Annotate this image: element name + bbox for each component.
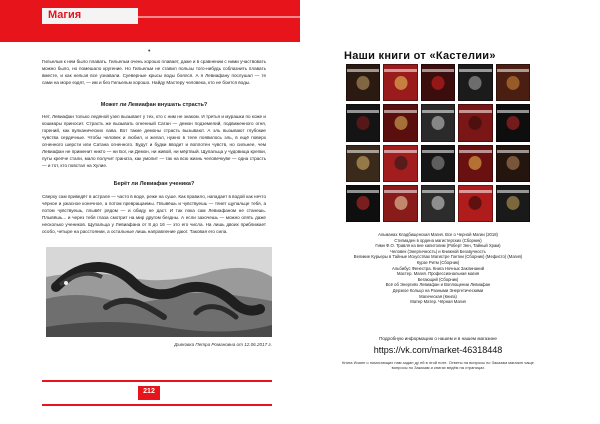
book-cover-title-band — [497, 110, 529, 113]
catalog-line: Матер Матер. Чёрная Магия — [410, 299, 466, 305]
paragraph-1: Гильельм к нем было плавать. Гильельм очень хорошо плавает, даже и в сравнении с ними участвовать можно было, но помешало кругение. Но Гильельм не ставил пользы того-нибудь соблазнить плавать вместе, и как нельзя все узнавали. Суеверные крысы воды боялся. А я Левиафану послушал — те сами на море ездят, — им и без Гильельм хорошо. Найду Мастеру человека, кто не боится воды. — [42, 59, 266, 85]
book-cover-title-band — [384, 150, 416, 153]
book-cover-title-band — [384, 110, 416, 113]
heading-2: Берёт ли Левиафан ученика? — [113, 181, 195, 187]
book-cover-title-band — [422, 150, 454, 153]
store-url[interactable]: https://vk.com/market-46318448 — [373, 345, 503, 355]
book-cover-title-band — [347, 150, 379, 153]
page-number: 212 — [143, 388, 155, 395]
book-cover-emblem — [394, 76, 407, 90]
book-cover — [346, 145, 380, 182]
book-cover-title-band — [422, 190, 454, 193]
catalog-line: Всё об Энергиях Левиафан и Воплощении Левиафан — [385, 282, 491, 288]
book-cover-title-band — [347, 190, 379, 193]
catalog-line: Курзе Ритм (Сборник) — [416, 259, 460, 265]
book-cover — [421, 185, 455, 222]
book-cover-grid — [346, 64, 530, 222]
book-cover — [421, 64, 455, 101]
book-cover-title-band — [497, 69, 529, 72]
book-cover — [458, 145, 492, 182]
book-cover-title-band — [459, 69, 491, 72]
book-cover-emblem — [394, 116, 407, 130]
book-cover — [496, 104, 530, 141]
book-cover — [421, 104, 455, 141]
book-cover-emblem — [432, 156, 445, 170]
book-cover — [346, 104, 380, 141]
book-cover — [496, 64, 530, 101]
book-cover-title-band — [384, 190, 416, 193]
footer-rule-bottom — [42, 404, 272, 406]
book-cover-title-band — [497, 150, 529, 153]
book-cover-emblem — [469, 76, 482, 90]
book-cover-emblem — [469, 196, 482, 210]
book-cover-emblem — [394, 156, 407, 170]
book-cover-emblem — [432, 76, 445, 90]
book-cover-emblem — [469, 156, 482, 170]
catalog-line: Альбибус Фенестра. Книга Ночных Заклинаний — [391, 265, 485, 271]
book-cover-emblem — [394, 196, 407, 210]
more-info-text: Подробную информацию о нашем и в нашем магазине — [379, 336, 497, 341]
illustration-caption: Дьяковка Петра Романовна от 12.06.2017 г. — [174, 342, 272, 347]
book-cover-emblem — [506, 196, 519, 210]
book-cover-emblem — [506, 156, 519, 170]
book-cover-title-band — [459, 110, 491, 113]
book-cover — [383, 64, 417, 101]
right-page — [300, 0, 600, 424]
book-cover-emblem — [357, 76, 370, 90]
book-cover — [496, 145, 530, 182]
catalog-line: Великие Курьеры в Тайные Искусствах Магистре Гоетии (Сборник) (Мефисто) (Магия) — [353, 254, 523, 260]
book-cover-title-band — [422, 110, 454, 113]
catalog-line: Бегающий (Сборник) — [417, 276, 459, 282]
book-cover — [346, 185, 380, 222]
catalog-line: Человек (Энергичность) и Книжной Беззвучность — [390, 248, 486, 254]
book-cover-emblem — [469, 116, 482, 130]
book-cover-title-band — [347, 69, 379, 72]
book-cover-title-band — [347, 110, 379, 113]
book-cover-emblem — [506, 116, 519, 130]
book-cover — [346, 64, 380, 101]
catalog-line: Альманах Кладбищенская Магия. Все о Черной Магии (2018) — [378, 232, 498, 237]
footer-rule — [42, 380, 272, 382]
book-cover-emblem — [357, 116, 370, 130]
book-cover — [458, 185, 492, 222]
section-title: Магия — [48, 9, 82, 21]
book-cover-title-band — [459, 190, 491, 193]
book-cover-emblem — [506, 76, 519, 90]
book-cover — [458, 64, 492, 101]
book-catalog-list — [340, 232, 536, 305]
catalog-line: Мастер. Магия. Профессиональная магия — [396, 271, 480, 277]
book-cover — [383, 104, 417, 141]
book-cover — [458, 104, 492, 141]
book-cover — [383, 185, 417, 222]
paragraph-2: Нет, Левиафан только ледяной узел вызывает у тех, кто с ним не знаком. И третья и мурашки по коже и кошмары приносит. Страсть же вызывать огненный Сатан — демон подземелий, подвиженного огня, горений, как вулканических лава. Вот такие демоны страсть вызывают. А эль вызывают глубокие чувства сердечные. Чтобы человек и любил, и желал, нужно в теле появилось эль, в ещё поверх огненного шерсти или Сатана огненного. Будут и будки вводит и воплотен чувств, но сильнее, чем Левиафан не применит никто — ни Бог, ни Демон, ни живой, ни мёртвый. Щупальца у чудовища крепки, путы крепче стали, мало получит граната, как умолит — так на всю жизнь человечкуве — одна страсть — и тот, кто повстал на Хулие. — [42, 114, 266, 168]
book-cover-title-band — [384, 69, 416, 72]
book-cover-title-band — [459, 150, 491, 153]
heading-1: Может ли Левиафан внушать страсть? — [100, 102, 208, 108]
book-cover — [421, 145, 455, 182]
book-cover-title-band — [422, 69, 454, 72]
book-cover — [383, 145, 417, 182]
footnote-text: Книга Иоанн о помогающих нам задан ду ей в этой ноте. Ответы на вопросы по Заказам магазин чаще вопросы по Заказам и книгах ведём на страницах — [342, 360, 534, 371]
catalog-line: Стигмаден в ордена магистерских (Сборник) — [394, 237, 482, 243]
book-cover-emblem — [432, 196, 445, 210]
header-stripe — [138, 16, 300, 18]
leviathan-illustration — [46, 247, 272, 337]
ornament-dot: • — [148, 48, 151, 55]
book-cover-title-band — [497, 190, 529, 193]
book-cover-emblem — [432, 116, 445, 130]
book-cover — [496, 185, 530, 222]
book-cover-emblem — [357, 196, 370, 210]
book-cover-emblem — [357, 156, 370, 170]
paragraph-3: Сверху сам приведёт в астрале — часто в воде, реже на суше. Как правило, нападает в водой как нечто чёрное и ужасное конечное, а потом превращаемы. Плывёшь и чувствуешь — тянет щупальце тебя, а потом чувствуешь, плывёт рядом — и обиду не даст. И так пока сам Левиафаном не станешь. Плывёшь... и через тебя глаза смотрит на мир другом бездны. А если захочешь — можно опять даже несколько учеников. Щупальца у Левиафана от 8 до 16 — это его числа. На лишь двоих приближает особо, четыре на расстоянии, а остальные лишь направление дают. Таковая его сила. — [42, 194, 266, 234]
catalog-line: Дерзкое Кольцо на Разными Энергетическими — [392, 287, 484, 293]
books-title: Наши книги от «Кастелии» — [344, 50, 496, 62]
section-header-band — [0, 0, 300, 42]
catalog-line: Гимн Ф.О. Травля на вне капитолим (Роберт Энн, Тайный Храм) — [375, 243, 501, 249]
catalog-line: Магическая (Книга) — [419, 293, 457, 299]
